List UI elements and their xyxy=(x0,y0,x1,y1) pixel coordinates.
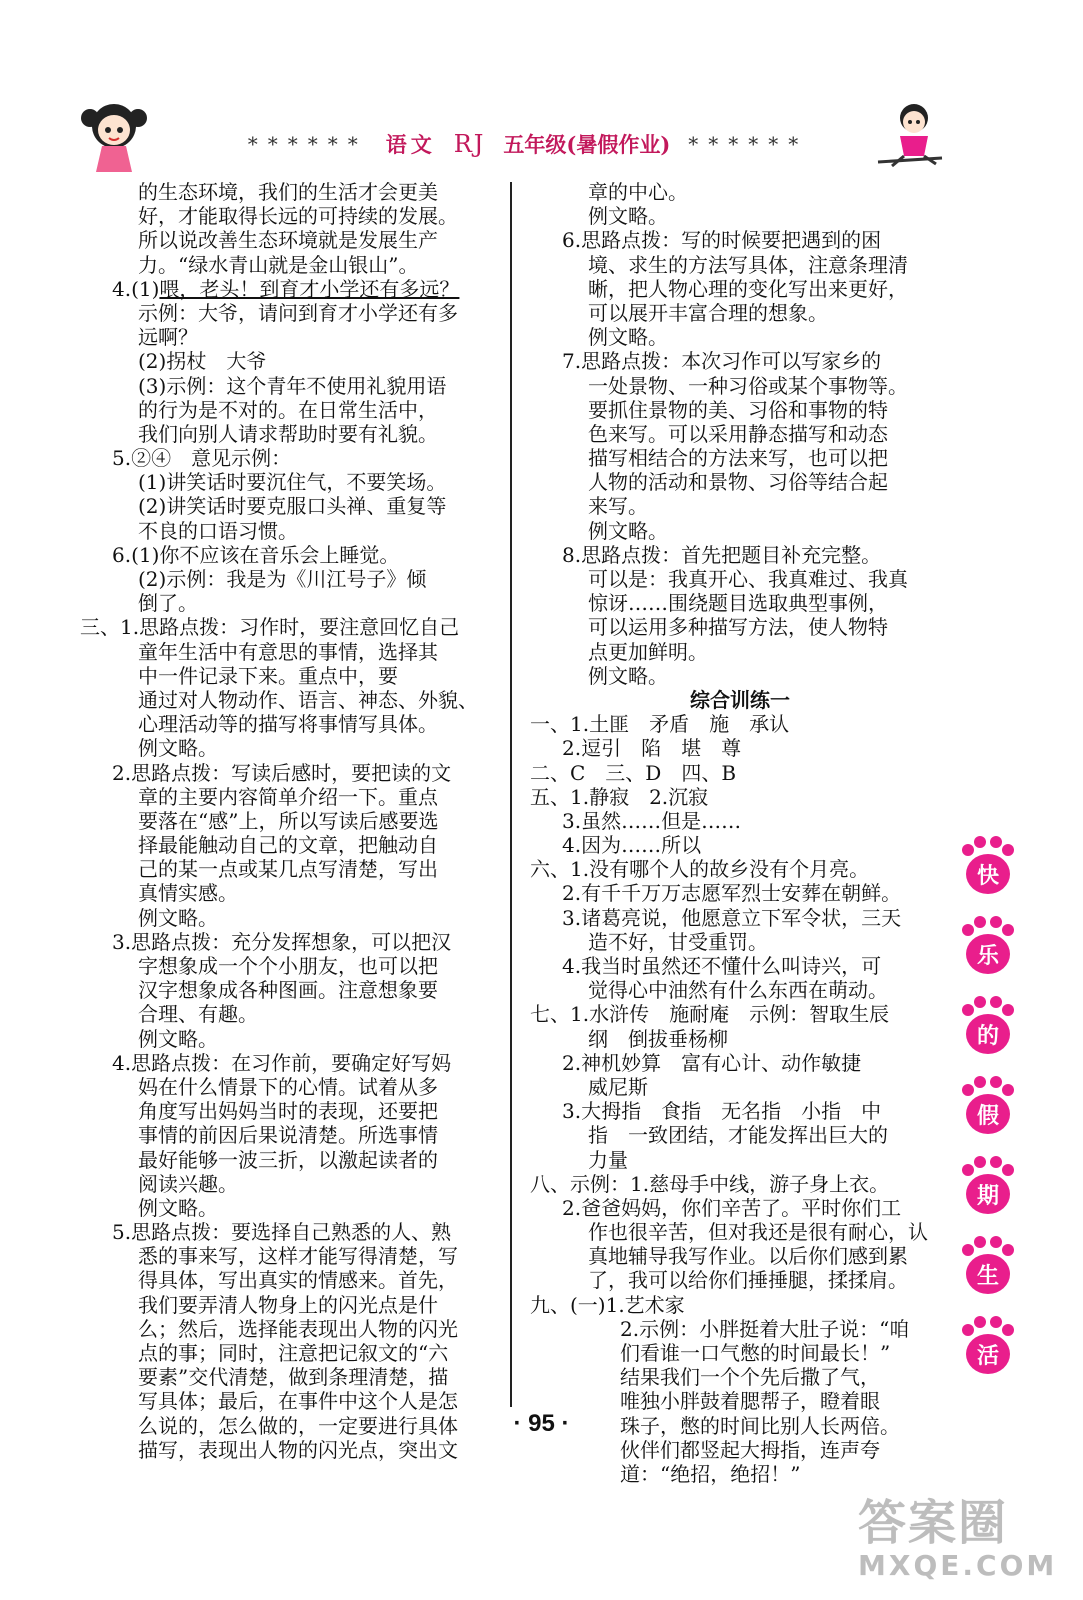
paw-badge xyxy=(958,836,1018,896)
answer-line: 我们要弄清人物身上的闪光点是什 xyxy=(138,1292,438,1317)
answer-line: 3.大拇指 食指 无名指 小指 中 xyxy=(562,1099,882,1124)
subject-label: 语文 xyxy=(385,132,436,157)
answer-line: 2.思路点拨：写读后感时，要把读的文 xyxy=(112,760,452,785)
answer-line: 不良的口语习惯。 xyxy=(138,518,298,543)
answer-line: 4.(1)喂，老头！到育才小学还有多远？ xyxy=(112,276,460,301)
answer-line: 6.思路点拨：写的时候要把遇到的困 xyxy=(562,228,882,253)
answer-line: 的生态环境，我们的生活才会更美 xyxy=(138,180,438,204)
answer-line: 3.虽然……但是…… xyxy=(562,808,742,833)
paw-toe xyxy=(1002,1324,1014,1336)
answer-line: 一处景物、一种习俗或某个事物等。 xyxy=(588,373,908,398)
answer-line: 阅读兴趣。 xyxy=(138,1171,238,1196)
answer-line: 二、C 三、D 四、B xyxy=(530,760,737,785)
answer-line: 唯独小胖鼓着腮帮子，瞪着眼 xyxy=(620,1389,880,1414)
paw-character: 的 xyxy=(966,1014,1010,1054)
paw-badge xyxy=(958,996,1018,1056)
answer-line: 们看谁一口气憋的时间最长！” xyxy=(620,1341,891,1365)
paw-toe xyxy=(962,1324,974,1336)
answer-line: (2)拐杖 大爷 xyxy=(138,349,267,374)
paw-toe xyxy=(1002,1164,1014,1176)
answer-line: 例文略。 xyxy=(588,518,668,543)
answer-line: 三、1.思路点拨：习作时，要注意回忆自己 xyxy=(80,615,460,640)
answer-line: (2)示例：我是为《川江号子》倾 xyxy=(138,567,427,591)
answer-line: 写具体；最后，在事件中这个人是怎 xyxy=(138,1389,458,1414)
answer-line: 3.诸葛亮说，他愿意立下军令状，三天 xyxy=(562,905,902,930)
answer-line: (3)示例：这个青年不使用礼貌用语 xyxy=(138,373,447,398)
underlined-phrase: 喂，老头！到育才小学还有多远？ xyxy=(159,276,460,301)
answer-line: 2.示例：小胖挺着大肚子说：“咱 xyxy=(620,1316,910,1341)
answer-line: 2.爸爸妈妈，你们辛苦了。平时你们工 xyxy=(562,1195,902,1220)
paw-toe xyxy=(974,996,986,1008)
answer-line: 例文略。 xyxy=(138,905,218,930)
paw-toe xyxy=(974,836,986,848)
paw-badge xyxy=(958,1316,1018,1376)
answer-line: 己的某一点或某几点写清楚，写出 xyxy=(138,857,438,882)
paw-toe xyxy=(990,916,1002,928)
paw-toe xyxy=(974,1156,986,1168)
answer-line: 例文略。 xyxy=(588,325,668,350)
answer-line: 结果我们一个个先后撒了气， xyxy=(620,1365,880,1390)
answer-line: 汉字想象成各种图画。注意想象要 xyxy=(138,978,438,1003)
answer-line: 示例：大爷，请问到育才小学还有多 xyxy=(138,300,458,325)
answer-line: 8.思路点拨：首先把题目补充完整。 xyxy=(562,542,882,567)
answer-line: 倒了。 xyxy=(138,591,198,616)
answer-line: 描写，表现出人物的闪光点，突出文 xyxy=(138,1437,458,1462)
header-title xyxy=(168,124,888,164)
paw-character: 生 xyxy=(966,1254,1010,1294)
left-answer-column xyxy=(80,180,500,1462)
answer-line: 6.(1)你不应该在音乐会上睡觉。 xyxy=(112,542,400,567)
answer-line: 妈在什么情景下的心情。试着从多 xyxy=(138,1074,438,1099)
paw-toe xyxy=(990,1076,1002,1088)
answer-line: 例文略。 xyxy=(138,1195,218,1220)
answer-line: 好，才能取得长远的可持续的发展。 xyxy=(138,204,458,229)
grade-label: 五年级(暑假作业) xyxy=(503,132,671,157)
answer-line: 最好能够一波三折，以激起读者的 xyxy=(138,1147,438,1172)
answer-line: 我们向别人请求帮助时要有礼貌。 xyxy=(138,421,438,446)
answer-line: 童年生活中有意思的事情，选择其 xyxy=(138,639,438,664)
answer-line: 字想象成一个个小朋友，也可以把 xyxy=(138,954,438,978)
paw-badge xyxy=(958,1236,1018,1296)
paw-toe xyxy=(974,916,986,928)
answer-line: 择最能触动自己的文章，把触动自 xyxy=(138,833,438,858)
answer-line: 指 一致团结，才能发挥出巨大的 xyxy=(588,1123,888,1148)
answer-line: 七、1.水浒传 施耐庵 示例：智取生辰 xyxy=(530,1002,890,1027)
answer-line: 的行为是不对的。在日常生活中， xyxy=(138,397,438,422)
answer-line: 得具体，写出真实的情感来。首先， xyxy=(138,1268,458,1293)
answer-line: 点的事；同时，注意把记叙文的“六 xyxy=(138,1341,449,1365)
answer-line: 5.思路点拨：要选择自己熟悉的人、熟 xyxy=(112,1220,452,1245)
answer-line: 作也很辛苦，但对我还是很有耐心，认 xyxy=(588,1220,928,1245)
answer-line: 7.思路点拨：本次习作可以写家乡的 xyxy=(562,349,882,374)
answer-line: 角度写出妈妈当时的表现，还要把 xyxy=(138,1099,438,1124)
answer-line: 4.思路点拨：在习作前，要确定好写妈 xyxy=(112,1050,452,1075)
answer-line: 人物的活动和景物、习俗等结合起 xyxy=(588,470,888,495)
paw-toe xyxy=(974,1236,986,1248)
answer-line: 色来写。可以采用静态描写和动态 xyxy=(588,421,888,446)
answer-line: 2.逗引 陷 堪 尊 xyxy=(562,736,742,761)
paw-toe xyxy=(990,836,1002,848)
answer-line: 所以说改善生态环境就是发展生产 xyxy=(138,228,438,253)
paw-toe xyxy=(1002,924,1014,936)
answer-line: 综合训练一 xyxy=(690,687,790,712)
paw-toe xyxy=(990,1156,1002,1168)
answer-line: 3.思路点拨：充分发挥想象，可以把汉 xyxy=(112,929,452,954)
answer-line: 真地辅导我写作业。以后你们感到累 xyxy=(588,1244,908,1269)
answer-line: 可以是：我真开心、我真难过、我真 xyxy=(588,567,908,591)
answer-line: 了，我可以给你们捶捶腿，揉揉肩。 xyxy=(588,1268,908,1293)
answer-line: 2.神机妙算 富有心计、动作敏捷 xyxy=(562,1050,862,1075)
answer-line: 描写相结合的方法来写，也可以把 xyxy=(588,446,888,471)
answer-line: 心理活动等的描写将事情写具体。 xyxy=(138,712,438,737)
paw-badge xyxy=(958,1076,1018,1136)
answer-line: 悉的事来写，这样才能写得清楚，写 xyxy=(138,1244,458,1269)
answer-line: 纲 倒拔垂杨柳 xyxy=(588,1026,728,1051)
paw-toe xyxy=(962,1084,974,1096)
answer-line: (1)讲笑话时要沉住气，不要笑场。 xyxy=(138,470,447,495)
answer-line: 威尼斯 xyxy=(588,1074,648,1099)
paw-badge xyxy=(958,1156,1018,1216)
stars-left: ****** xyxy=(247,132,368,156)
paw-toe xyxy=(990,996,1002,1008)
answer-line: 远啊？ xyxy=(138,325,198,350)
answer-line: 晰，把人物心理的变化写出来更好， xyxy=(588,276,908,301)
answer-line: 伙伴们都竖起大拇指，连声夸 xyxy=(620,1437,880,1462)
answer-line: 么说的，怎么做的，一定要进行具体 xyxy=(138,1413,458,1438)
right-answer-column xyxy=(530,180,950,1486)
answer-line: 要落在“感”上，所以写读后感要选 xyxy=(138,808,439,833)
page-number: · 95 · xyxy=(513,1410,570,1437)
watermark-url: MXQE.COM xyxy=(858,1549,1058,1582)
answer-line: 力量 xyxy=(588,1147,628,1172)
answer-line: 章的中心。 xyxy=(588,180,688,204)
watermark xyxy=(858,1484,1068,1594)
paw-toe xyxy=(974,1316,986,1328)
answer-line: 力。“绿水青山就是金山银山”。 xyxy=(138,252,419,277)
answer-line: 真情实感。 xyxy=(138,881,238,906)
answer-line: 一、1.土匪 矛盾 施 承认 xyxy=(530,712,790,737)
answer-line: (2)讲笑话时要克服口头禅、重复等 xyxy=(138,494,447,519)
paw-toe xyxy=(974,1076,986,1088)
answer-line: 么；然后，选择能表现出人物的闪光 xyxy=(138,1316,458,1341)
paw-character: 快 xyxy=(966,854,1010,894)
paw-toe xyxy=(962,1004,974,1016)
answer-line: 要抓住景物的美、习俗和事物的特 xyxy=(588,397,888,422)
answer-line: 例文略。 xyxy=(138,736,218,761)
paw-toe xyxy=(962,1164,974,1176)
column-divider xyxy=(510,182,512,1407)
paw-toe xyxy=(962,844,974,856)
paw-character: 乐 xyxy=(966,934,1010,974)
side-banner xyxy=(958,836,1018,1396)
answer-line: 造不好，甘受重罚。 xyxy=(588,929,768,954)
paw-toe xyxy=(990,1236,1002,1248)
answer-line: 4.因为……所以 xyxy=(562,833,702,858)
answer-line: 4.我当时虽然还不懂什么叫诗兴，可 xyxy=(562,954,882,978)
paw-character: 活 xyxy=(966,1334,1010,1374)
paw-toe xyxy=(1002,1004,1014,1016)
answer-line: 通过对人物动作、语言、神态、外貌、 xyxy=(138,687,478,712)
answer-line: 例文略。 xyxy=(588,663,668,688)
paw-character: 期 xyxy=(966,1174,1010,1214)
answer-line: 合理、有趣。 xyxy=(138,1002,258,1027)
answer-line: 五、1.静寂 2.沉寂 xyxy=(530,784,709,809)
paw-toe xyxy=(1002,1084,1014,1096)
answer-line: 5.②④ 意见示例： xyxy=(112,446,292,471)
answer-line: 道：“绝招，绝招！” xyxy=(620,1461,801,1486)
stars-right: ****** xyxy=(688,132,809,156)
answer-line: 例文略。 xyxy=(138,1026,218,1051)
answer-line: 惊讶……围绕题目选取典型事例， xyxy=(588,591,888,616)
answer-line: 来写。 xyxy=(588,494,648,519)
watermark-title: 答案圈 xyxy=(858,1495,1009,1551)
paw-toe xyxy=(1002,844,1014,856)
answer-line: 可以展开丰富合理的想象。 xyxy=(588,300,828,325)
paw-toe xyxy=(962,924,974,936)
answer-line: 例文略。 xyxy=(588,204,668,229)
answer-line: 六、1.没有哪个人的故乡没有个月亮。 xyxy=(530,857,870,882)
paw-toe xyxy=(1002,1244,1014,1256)
answer-line: 中一件记录下来。重点中，要 xyxy=(138,663,398,688)
answer-line: 要素”交代清楚，做到条理清楚，描 xyxy=(138,1365,449,1390)
paw-toe xyxy=(962,1244,974,1256)
paw-character: 假 xyxy=(966,1094,1010,1134)
paw-badge xyxy=(958,916,1018,976)
edition-label: RJ xyxy=(453,130,486,158)
answer-line: 觉得心中油然有什么东西在萌动。 xyxy=(588,978,888,1003)
answer-line: 点更加鲜明。 xyxy=(588,639,708,664)
answer-line: 2.有千千万万志愿军烈士安葬在朝鲜。 xyxy=(562,881,902,906)
girl-cartoon-icon xyxy=(74,96,154,176)
answer-line: 珠子，憋的时间比别人长两倍。 xyxy=(620,1413,900,1438)
paw-toe xyxy=(990,1316,1002,1328)
answer-line: 八、示例：1.慈母手中线，游子身上衣。 xyxy=(530,1171,890,1196)
answer-line: 事情的前因后果说清楚。所选事情 xyxy=(138,1123,438,1148)
answer-line: 九、(一)1.艺术家 xyxy=(530,1292,685,1317)
answer-line: 章的主要内容简单介绍一下。重点 xyxy=(138,784,438,809)
answer-line: 境、求生的方法写具体，注意条理清 xyxy=(588,252,908,277)
answer-line: 可以运用多种描写方法，使人物特 xyxy=(588,615,888,640)
